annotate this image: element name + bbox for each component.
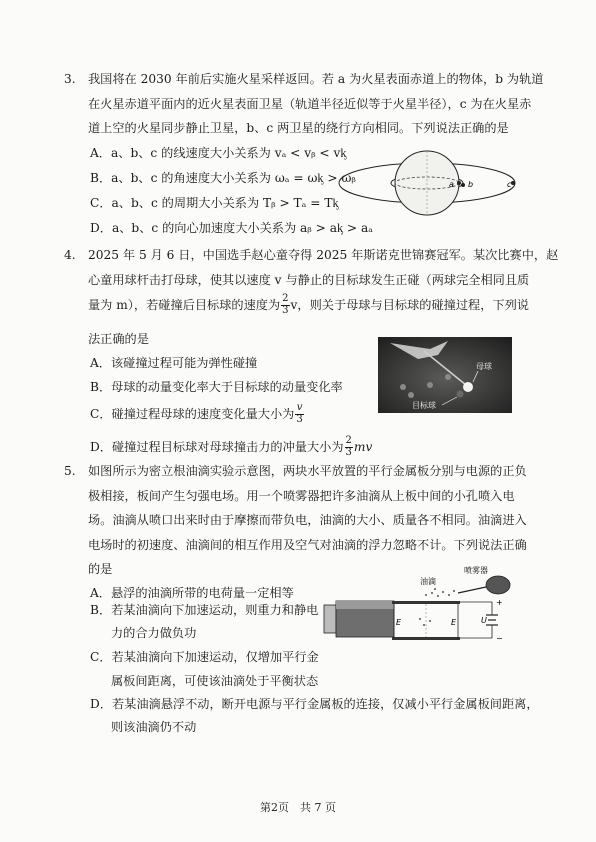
q5-option-a: A．悬浮的油滴所带的电荷量一定相等 [90,586,294,600]
voltage-label: U [481,616,487,625]
millikan-figure [322,565,518,647]
q4-option-c: C．碰撞过程母球的速度变化量大小为 $\frac{v}{3}$ [90,402,303,425]
q4-line-3-head: 量为 m），若碰撞后目标球的速度为 [88,297,281,312]
mars-orbit-figure [335,145,520,225]
q5-option-c-line-1: C．若某油滴向下加速运动，仅增加平行金 [90,650,319,664]
q5-option-b-line-2: 力的合力做负功 [111,626,197,640]
page-footer: 第2页 共 7 页 [260,801,336,814]
q3-option-d: D．a、b、c 的向心加速度大小关系为 aᵦ > aᶄ > aₐ [90,221,373,235]
q5-line-1: 如图所示为密立根油滴实验示意图，两块水平放置的平行金属板分别与电源的正负 [88,464,527,478]
q3-option-c: C．a、b、c 的周期大小关系为 Tᵦ > Tₐ = Tᶄ [90,196,339,210]
q4-line-4: 法正确的是 [88,332,149,346]
q4-line-2: 心童用球杆击打母球，使其以速度 v 与静止的目标球发生正碰（两球完全相同且质 [88,273,530,287]
q4-fraction: $\frac{2}{3}$ [282,293,289,316]
q4-option-a: A．该碰撞过程可能为弹性碰撞 [90,356,258,370]
q3-option-a: A．a、b、c 的线速度大小关系为 vₐ < vᵦ < vᶄ [90,146,347,160]
q3-line-1: 我国将在 2030 年前后实施火星采样返回。若 a 为火星表面赤道上的物体，b 为轨道 [88,72,544,86]
field-label-e-left: E [396,618,402,627]
q3-line-3: 道上空的火星同步静止卫星，b、c 两卫星的绕行方向相同。下列说法正确的是 [88,121,509,135]
q5-option-d-line-1: D．若某油滴悬浮不动，断开电源与平行金属板的连接，仅减小平行金属板间距离， [90,697,539,711]
q3-line-2: 在火星赤道平面内的近火星表面卫星（轨道半径近似等于火星半径），c 为在火星赤 [88,97,532,111]
q5-number: 5. [64,464,76,478]
q5-option-d-line-2: 则该油滴仍不动 [111,720,197,734]
mother-ball [463,382,473,392]
orbit-label-b: b [468,180,474,189]
q5-option-c-line-2: 属板间距离，可使该油滴处于平衡状态 [111,674,319,688]
orbit-label-a: a [449,180,454,189]
q5-line-2: 极相接，板间产生匀强电场。用一个喷雾器把许多油滴从上板中间的小孔喷入电 [88,489,515,503]
sprayer-label: 喷雾器 [464,566,488,575]
orbit-label-c: c [507,180,512,189]
q5-line-4: 电场时的初速度、油滴间的相互作用及空气对油滴的浮力忽略不计。下列说法正确 [88,538,527,552]
terminal-minus-label: − [496,634,503,643]
q3-option-b: B．a、b、c 的角速度大小关系为 ωₐ = ωᶄ > ωᵦ [90,171,356,185]
q5-option-b-line-1: B．若某油滴向下加速运动，则重力和静电 [90,603,319,617]
q4-option-d: D．碰撞过程目标球对母球撞击力的冲量大小为 $\frac{2}{3}$ mv [90,435,373,458]
q5-line-3: 场。油滴从喷口出来时由于摩擦而带负电，油滴的大小、质量各不相同。油滴进入 [88,513,527,527]
q4-line-3-tail: v，则关于母球与目标球的碰撞过程，下列说 [290,297,529,312]
target-ball [457,391,464,398]
q4-line-3 [88,294,529,316]
terminal-plus-label: + [496,598,503,607]
q4-d-fraction: $\frac{2}{3}$ [345,435,352,458]
mother-ball-label: 母球 [476,362,492,371]
target-ball-label: 目标球 [412,401,436,410]
q5-line-5: 的是 [88,562,113,576]
snooker-photo [378,337,512,413]
q4-c-fraction: $\frac{v}{3}$ [296,402,303,425]
q4-option-b: B．母球的动量变化率大于目标球的动量变化率 [90,380,343,394]
field-label-e-right: E [451,618,457,627]
q3-number: 3. [64,72,76,86]
q4-number: 4. [64,248,76,262]
oil-drop-label: 油滴 [420,577,436,586]
q4-line-1: 2025 年 5 月 6 日，中国选手赵心童夺得 2025 年斯诺克世锦赛冠军。某次比赛中，赵 [88,248,559,262]
